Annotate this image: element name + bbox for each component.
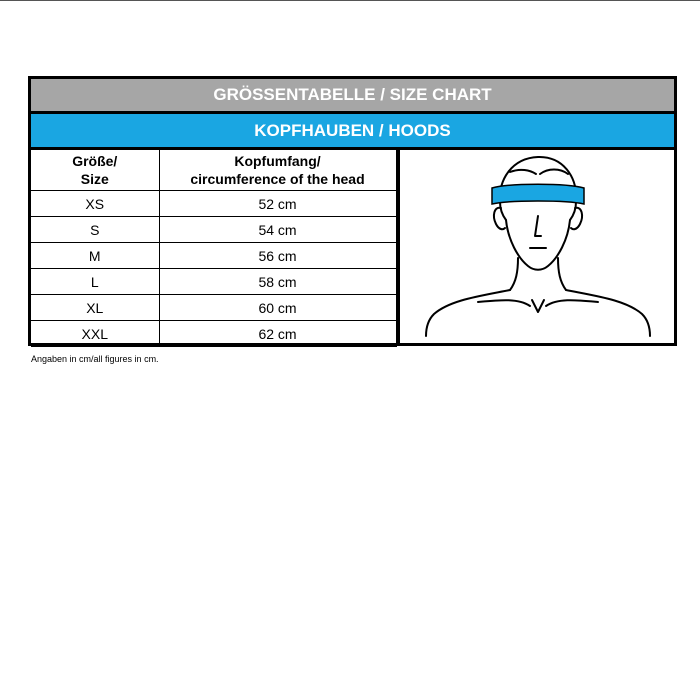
table-row [31, 321, 396, 347]
table-row [31, 269, 396, 295]
circ-header-line2: circumference of the head [190, 171, 365, 187]
circumference-cell: 60 cm [159, 295, 396, 321]
size-cell: XL [31, 295, 159, 321]
size-header-line1: Größe/ [72, 153, 118, 169]
chart-title: GRÖSSENTABELLE / SIZE CHART [31, 79, 674, 114]
circumference-cell: 58 cm [159, 269, 396, 295]
head-measure-illustration [397, 150, 674, 343]
circumference-cell: 62 cm [159, 321, 396, 347]
circumference-cell: 52 cm [159, 191, 396, 217]
size-cell: L [31, 269, 159, 295]
table-row [31, 243, 396, 269]
size-cell: S [31, 217, 159, 243]
table-row [31, 191, 396, 217]
top-rule [0, 0, 700, 1]
size-cell: XS [31, 191, 159, 217]
header-row [31, 150, 396, 191]
size-header-line2: Size [80, 171, 109, 187]
circumference-cell: 54 cm [159, 217, 396, 243]
size-cell: XXL [31, 321, 159, 347]
chart-subtitle: KOPFHAUBEN / HOODS [31, 114, 674, 150]
table-row [31, 217, 396, 243]
size-chart [28, 76, 677, 346]
size-table [31, 150, 397, 347]
circumference-column-header [159, 150, 396, 191]
measuring-band [492, 184, 584, 204]
head-outline-icon [400, 150, 674, 343]
circumference-cell: 56 cm [159, 243, 396, 269]
table-row [31, 295, 396, 321]
size-cell: M [31, 243, 159, 269]
size-column-header [31, 150, 159, 191]
circ-header-line1: Kopfumfang/ [234, 153, 321, 169]
units-note: Angaben in cm/all figures in cm. [31, 354, 159, 364]
